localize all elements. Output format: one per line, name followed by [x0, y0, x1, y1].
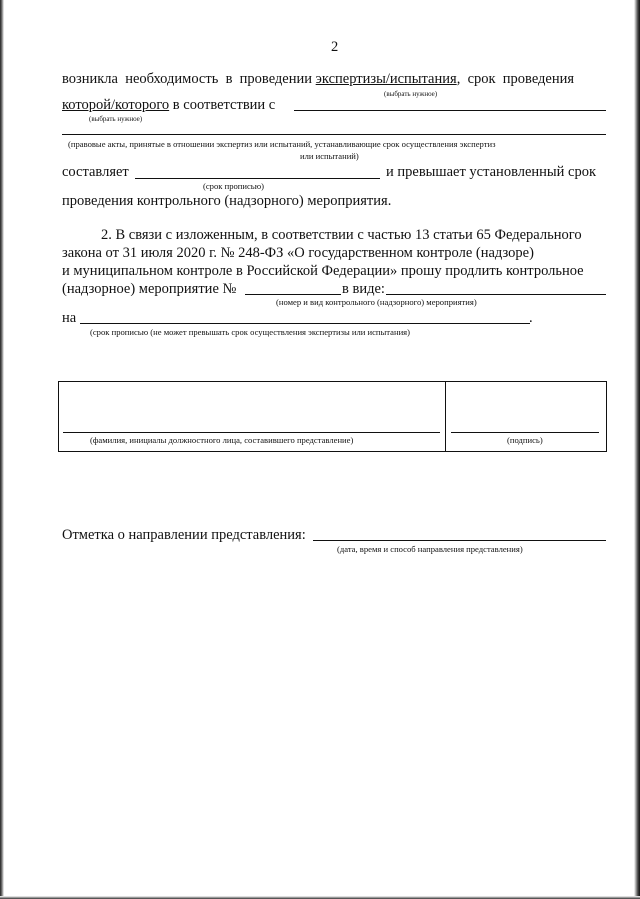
para2-line3: и муниципальном контроле в Российской Федерации» прошу продлить контрольное: [62, 263, 584, 279]
para1-line1-pre: возникла необходимость в проведении: [62, 71, 316, 87]
scan-edge-right: [634, 0, 640, 899]
scan-edge-left: [0, 0, 4, 899]
para2-line1: 2. В связи с изложенным, в соответствии с частью 13 статьи 65 Федерального: [101, 227, 582, 243]
hint-acts-1: (правовые акты, принятые в отношении экспертиз или испытаний, устанавливающие срок осуществления экспертиз: [68, 139, 496, 149]
hint-term-words: (срок прописью): [203, 181, 264, 191]
signature-table-divider: [445, 381, 446, 451]
hint-dispatch: (дата, время и способ направления представления): [337, 544, 523, 554]
para2-line4-mid: в виде:: [342, 281, 385, 297]
dispatch-label: Отметка о направлении представления:: [62, 527, 306, 543]
blank-legal-acts-2[interactable]: [62, 134, 606, 135]
blank-term-words[interactable]: [135, 178, 380, 179]
blank-legal-acts[interactable]: [294, 110, 606, 111]
hint-choose-2: (выбрать нужное): [89, 115, 143, 123]
blank-official-name[interactable]: [63, 432, 440, 433]
hint-acts-2: или испытаний): [300, 151, 359, 161]
para1-line1: [62, 70, 607, 88]
para2-line5-pre: на: [62, 310, 77, 326]
blank-dispatch[interactable]: [313, 540, 606, 541]
para1-line4: проведения контрольного (надзорного) мероприятия.: [62, 193, 392, 209]
blank-event-type[interactable]: [386, 294, 606, 295]
para1-line2-post: в соответствии с: [169, 97, 276, 113]
para1-line1-post: , срок проведения: [456, 71, 575, 87]
hint-event: (номер и вид контрольного (надзорного) мероприятия): [276, 297, 477, 307]
blank-signature[interactable]: [451, 432, 599, 433]
para1-line3-post: и превышает установленный срок: [386, 164, 597, 180]
para1-line2: [62, 96, 275, 114]
caption-signature: (подпись): [507, 435, 543, 445]
choice-expertise-test: экспертизы/испытания: [315, 71, 457, 87]
blank-extension-term[interactable]: [80, 323, 530, 324]
para2-line4-pre: (надзорное) мероприятие №: [62, 281, 237, 297]
para2-line5-end: .: [529, 310, 533, 326]
para1-line3-pre: составляет: [62, 164, 129, 180]
hint-choose-1: (выбрать нужное): [384, 90, 438, 98]
hint-term-limit: (срок прописью (не может превышать срок осуществления экспертизы или испытания): [90, 327, 410, 337]
para2-line2: закона от 31 июля 2020 г. № 248-ФЗ «О государственном контроле (надзоре): [62, 245, 534, 261]
blank-event-number[interactable]: [245, 294, 341, 295]
choice-which: которой/которого: [62, 97, 170, 113]
page-number: 2: [331, 39, 339, 55]
caption-official-name: (фамилия, инициалы должностного лица, составившего представление): [90, 435, 354, 445]
